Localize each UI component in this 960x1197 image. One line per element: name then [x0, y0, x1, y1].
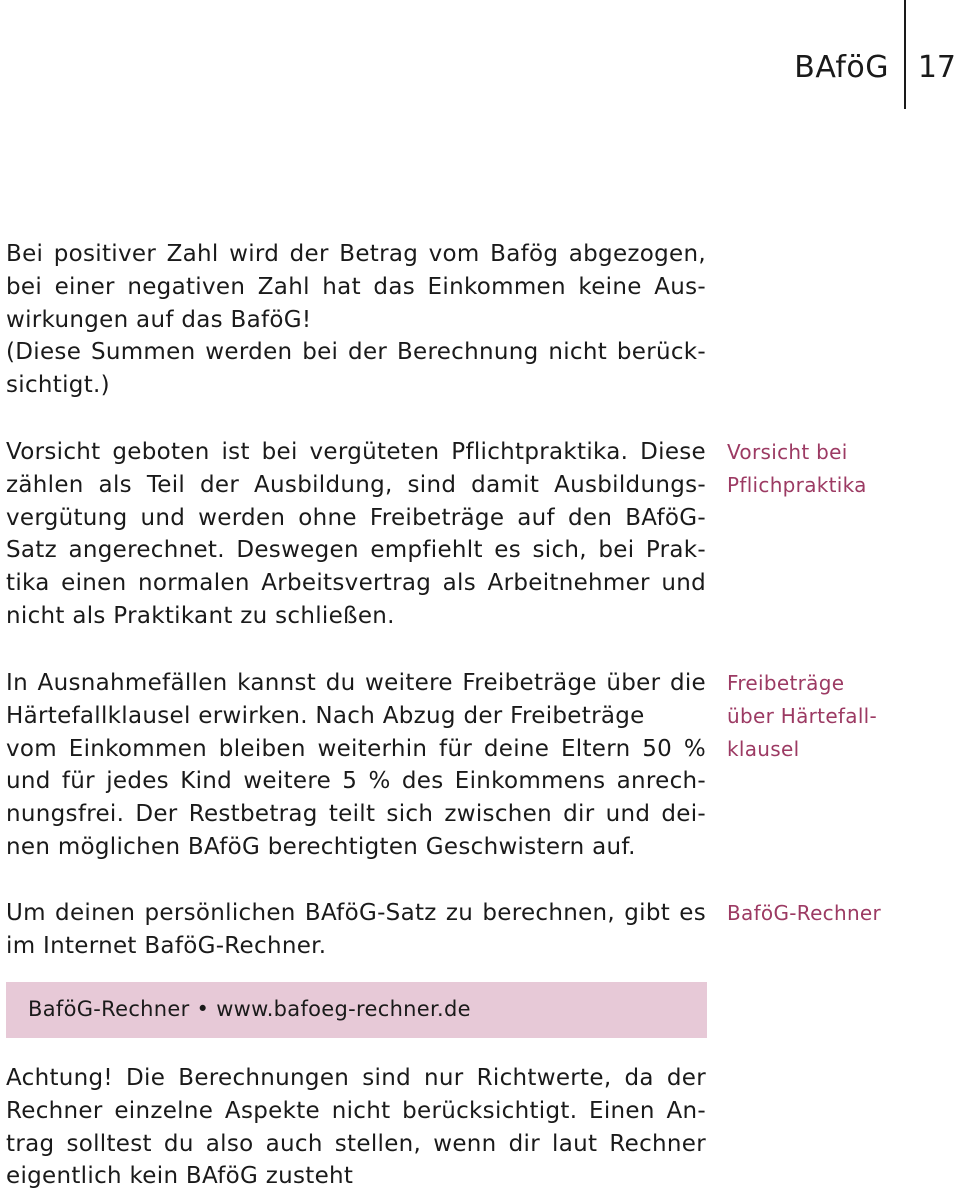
paragraph-internships — [6, 436, 706, 633]
page-header — [740, 0, 960, 110]
paragraph-income-note — [6, 238, 706, 402]
text-line: vom Einkommen bleiben weiterhin für deine Eltern 50 % — [6, 735, 706, 762]
text-line: eigentlich kein BAföG zusteht — [6, 1163, 354, 1190]
side-note-line: klausel — [727, 736, 800, 761]
side-note-calculator — [727, 897, 881, 930]
paragraph-calculator — [6, 897, 706, 963]
text-line: tika einen normalen Arbeitsvertrag als Arbeitnehmer und — [6, 570, 706, 597]
text-line: und für jedes Kind weitere 5 % des Einkommens anrech- — [6, 768, 706, 795]
section-title: BAföG — [794, 50, 889, 85]
paragraph-hardship-clause — [6, 667, 706, 864]
text-line: wirkungen auf das BaföG! — [6, 306, 312, 333]
text-line: Rechner einzelne Aspekte nicht berücksichtigt. Einen An- — [6, 1097, 706, 1124]
text-line: Achtung! Die Berechnungen sind nur Richtwerte, da der — [6, 1065, 706, 1091]
text-line: Um deinen persönlichen BAföG-Satz zu berechnen, gibt es — [6, 900, 706, 926]
text-line: In Ausnahmefällen kannst du weitere Freibeträge über die — [6, 670, 706, 696]
side-note-line: Vorsicht bei — [727, 440, 848, 464]
side-note-internship — [727, 436, 867, 502]
side-note-line: über Härtefall- — [727, 703, 878, 728]
page-number: 17 — [917, 50, 956, 85]
header-divider — [904, 0, 906, 109]
calculator-link-box — [6, 982, 707, 1038]
calculator-link[interactable]: BaföG-Rechner • www.bafoeg-rechner.de — [28, 997, 471, 1021]
text-line: sichtigt.) — [6, 372, 110, 399]
text-line: Härtefallklausel erwirken. Nach Abzug der Freibeträge — [6, 702, 645, 729]
side-note-line: Pflichpraktika — [727, 472, 867, 497]
text-line: Vorsicht geboten ist bei vergüteten Pflichtpraktika. Diese — [6, 439, 706, 465]
text-line: im Internet BaföG-Rechner. — [6, 932, 327, 959]
side-note-line: Freibeträge — [727, 671, 845, 695]
text-line: vergütung und werden ohne Freibeträge auf den BAföG- — [6, 504, 706, 531]
side-note-line: BaföG-Rechner — [727, 901, 882, 925]
text-line: trag solltest du also auch stellen, wenn dir laut Rechner — [6, 1130, 706, 1157]
text-line: bei einer negativen Zahl hat das Einkommen keine Aus- — [6, 273, 706, 300]
side-note-hardship — [727, 667, 877, 765]
text-line: nen möglichen BAföG berechtigten Geschwistern auf. — [6, 833, 636, 860]
text-line: zählen als Teil der Ausbildung, sind damit Ausbildungs- — [6, 471, 706, 498]
text-line: nicht als Praktikant zu schließen. — [6, 602, 395, 629]
text-line: (Diese Summen werden bei der Berechnung nicht berück- — [6, 339, 706, 366]
text-line: Satz angerechnet. Deswegen empfiehlt es sich, bei Prak- — [6, 537, 706, 564]
text-line: Bei positiver Zahl wird der Betrag vom Bafög abgezogen, — [6, 241, 706, 267]
text-line: nungsfrei. Der Restbetrag teilt sich zwischen dir und dei- — [6, 801, 706, 828]
paragraph-warning — [6, 1062, 706, 1193]
